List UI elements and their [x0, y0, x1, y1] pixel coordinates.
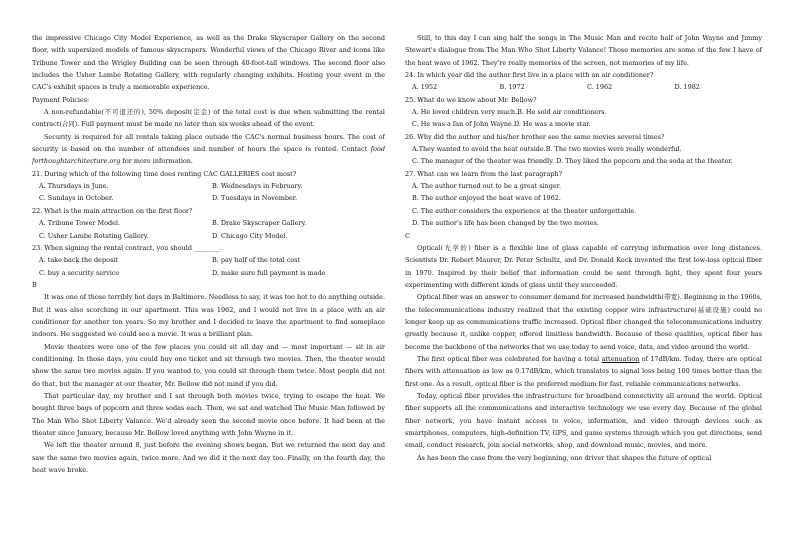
attenuation-text: The first optical fiber was celebrated for having a total	[417, 354, 602, 363]
attenuation-text-end: of 17dB/km. Today, there are optical fibers with attenuation as low as 0.17dB/km, which translates to signal loss being 100 times better than the first one. As a result, optical fiber is the preferred medium for fast, reliable communications networks.	[405, 354, 762, 388]
gallery-intro-paragraph: the impressive Chicago City Model Experience, as well as the Drake Skyscraper Gallery on the second floor, with supersized models of famous skyscrapers. Wonderful views of the Chicago River and icons like Tribune Tower and the Wrigley Building can be seen through 40-foot-tall windows. The second floor also includes the Usher Lambe Rotating Gallery, with regularly changing exhibits. Hosting your event in the CAC's exhibit spaces is truly a memorable experience.	[32, 34, 385, 92]
option-24-c: C. 1962	[587, 83, 613, 92]
section-b-heading: B	[32, 280, 37, 289]
question-21-options-row2	[32, 192, 385, 204]
question-23-options-row1	[32, 254, 385, 266]
section-c-heading: C	[405, 231, 410, 240]
security-text: Security is required for all rentals taking place outside the CAC's normal business hours. The cost of security is based on the number of attendees and number of hours the space is rented. Contact	[32, 132, 385, 154]
question-24-stem: 24. In which year did the author first live in a place with an air conditioner?	[405, 71, 654, 80]
payment-policies-title: Payment Policies:	[32, 95, 90, 104]
option-21-d: D. Tuesdays in November.	[212, 194, 298, 203]
option-21-b: B. Wednesdays in February.	[212, 182, 303, 191]
option-25-cd: C. He was a fan of John Wayne.D. He was a movie star.	[412, 120, 591, 129]
question-23-stem: 23. When signing the rental contract, you should ________.	[32, 243, 222, 252]
passage-b-paragraph-2: Movie theaters were one of the few places you could sit all day and — most important — sit in air conditioning. In those days, you could buy one ticket and sit through two movies. Then, the theater would show the same two movies again. If you wanted to, you could sit through them twice. Most people did not do that, but the manager at our theater, Mr. Bellow did not mind if you did.	[32, 342, 385, 388]
question-24-options	[405, 81, 762, 93]
option-22-d: D. Chicago City Model.	[212, 231, 288, 240]
question-27-stem: 27. What can we learn from the last paragraph?	[405, 169, 563, 178]
passage-c-paragraph-4: Today, optical fiber provides the infrastructure for broadband connectivity all around the world. Optical fiber supports all the communications and interactive technology we use every day. Because of the global fiber network, you have instant access to voice, information, and video through devices such as smartphones, computers, high-definition TV, GPS, and game systems through which you get directions, send email, conduct research, join social networks, shop, and download music, movies, and more.	[405, 391, 762, 450]
question-26-stem: 26. Why did the author and his/her brother see the same movies several times?	[405, 132, 665, 141]
option-24-b: B. 1972	[499, 83, 525, 92]
security-text-end: for more information.	[120, 157, 193, 166]
option-23-c: C. buy a security service	[39, 268, 120, 277]
passage-c-paragraph-2: Optical fiber was an answer to consumer demand for increased bandwidth(带宽). Beginning in the 1960s, the telecommunications industry realized that the existing copper wire infrastructure(基础设施) could no longer keep up as communications traffic increased. Optical fiber changed the telecommunications industry greatly because it, unlike copper, offered limitless bandwidth. Because of those qualities, optical fiber has become the backbone of the networks that we use today to send voice, data, and video around the world.	[405, 293, 762, 351]
option-27-d: D. The author's life has been changed by the two movies.	[412, 219, 599, 228]
option-23-d: D. make sure full payment is made	[212, 268, 326, 277]
option-23-a: A. take back the deposit	[39, 256, 118, 265]
option-24-d: D. 1982	[674, 83, 700, 92]
option-24-a: A. 1952	[412, 83, 438, 92]
passage-c-paragraph-5: As has been the case from the very beginning, one driver that shapes the future of optical	[417, 453, 712, 462]
passage-b-paragraph-3: That particular day, my brother and I sat through both movies twice, trying to escape the heat. We bought three bags of popcorn and three sodas each. Then, we sat and watched The Music Man followed by The Man Who Shot Liberty Valance. We'd already seen the second movie once before. It had been at the theater since January, because Mr. Bellow loved anything with John Wayne in it.	[32, 391, 385, 437]
passage-b-paragraph-1: It was one of those terribly hot days in Baltimore. Needless to say, it was too hot to do anything outside. But it was also scorching in our apartment. This was 1962, and I would not live in a place with an air conditioner for another ten years. So my brother and I decided to leave the apartment to find someplace indoors. He suggested we could see a movie. It was a brilliant plan.	[32, 293, 385, 339]
passage-b-paragraph-5: Still, to this day I can sing half the songs in The Music Man and recite half of John Wayne and Jimmy Stewart's dialogue from The Man Who Shot Liberty Valance! Those memories are some of the few I have of the heat wave of 1962. They're really memories of the screen, not memories of my life.	[405, 34, 762, 67]
option-26-cd: C. The manager of the theater was friendly. D. They liked the popcorn and the soda at the theater.	[412, 157, 733, 166]
passage-c-paragraph-1: Optical(光学的) fiber is a flexible line of glass capable of carrying information over long distances. Scientists Dr. Robert Maurer, Dr. Peter Schultz, and Dr. Donald Keck invented the first low-loss optical fiber in 1970. Inspired by their belief that information could be sent through light, they spent four years experimenting with different kinds of glass until they succeeded.	[405, 243, 762, 289]
left-column	[32, 32, 385, 476]
option-27-c: C. The author considers the experience at the theater unforgettable.	[412, 206, 637, 215]
option-26-ab: A.They wanted to avoid the heat outside.B. The two movies were really wonderful.	[412, 145, 682, 154]
question-21-options-row1	[32, 180, 385, 192]
payment-deposit-paragraph: A non-refundable(不可退还的), 50% deposit(定金) of the total cost is due when submitting the rental contract(合同). Full payment must be made no later than six weeks ahead of the event.	[32, 108, 385, 129]
option-27-a: A. The author turned out to be a great singer.	[412, 182, 562, 191]
passage-b-paragraph-4: We left the theater around 8, just before the evening shows began. But we returned the next day and saw the same two movies again, twice more. And we did it the next day too. Finally, on the fourth day, the heat wave broke.	[32, 441, 385, 475]
passage-c-paragraph-3	[405, 353, 762, 390]
option-25-ab: A. He loved children very much.B. He sold air conditioners.	[412, 108, 607, 117]
question-22-stem: 22. What is the main attraction on the first floor?	[32, 206, 193, 215]
option-22-b: B. Drake Skyscraper Gallery.	[212, 219, 307, 228]
option-23-b: B. pay half of the total cost	[212, 256, 301, 265]
option-22-a: A. Tribune Tower Model.	[39, 219, 121, 228]
right-column	[405, 32, 762, 464]
attenuation-underlined-word: attenuation	[601, 354, 640, 363]
option-27-b: B. The author enjoyed the heat wave of 1962.	[412, 194, 561, 203]
question-22-options-row2	[32, 230, 385, 242]
question-23-options-row2	[32, 267, 385, 279]
question-21-stem: 21. During which of the following time does renting CAC GALLERIES cost most?	[32, 169, 297, 178]
option-21-c: C. Sundays in October.	[39, 194, 114, 203]
option-21-a: A. Thursdays in June.	[39, 182, 109, 191]
question-22-options-row1	[32, 217, 385, 229]
option-22-c: C. Usher Lambe Rotating Gallery.	[39, 231, 149, 240]
contact-email-link[interactable]: food forthoughtarchitecture.org	[32, 145, 385, 166]
payment-security-paragraph	[32, 131, 385, 168]
question-25-stem: 25. What do we know about Mr. Bellow?	[405, 95, 537, 104]
